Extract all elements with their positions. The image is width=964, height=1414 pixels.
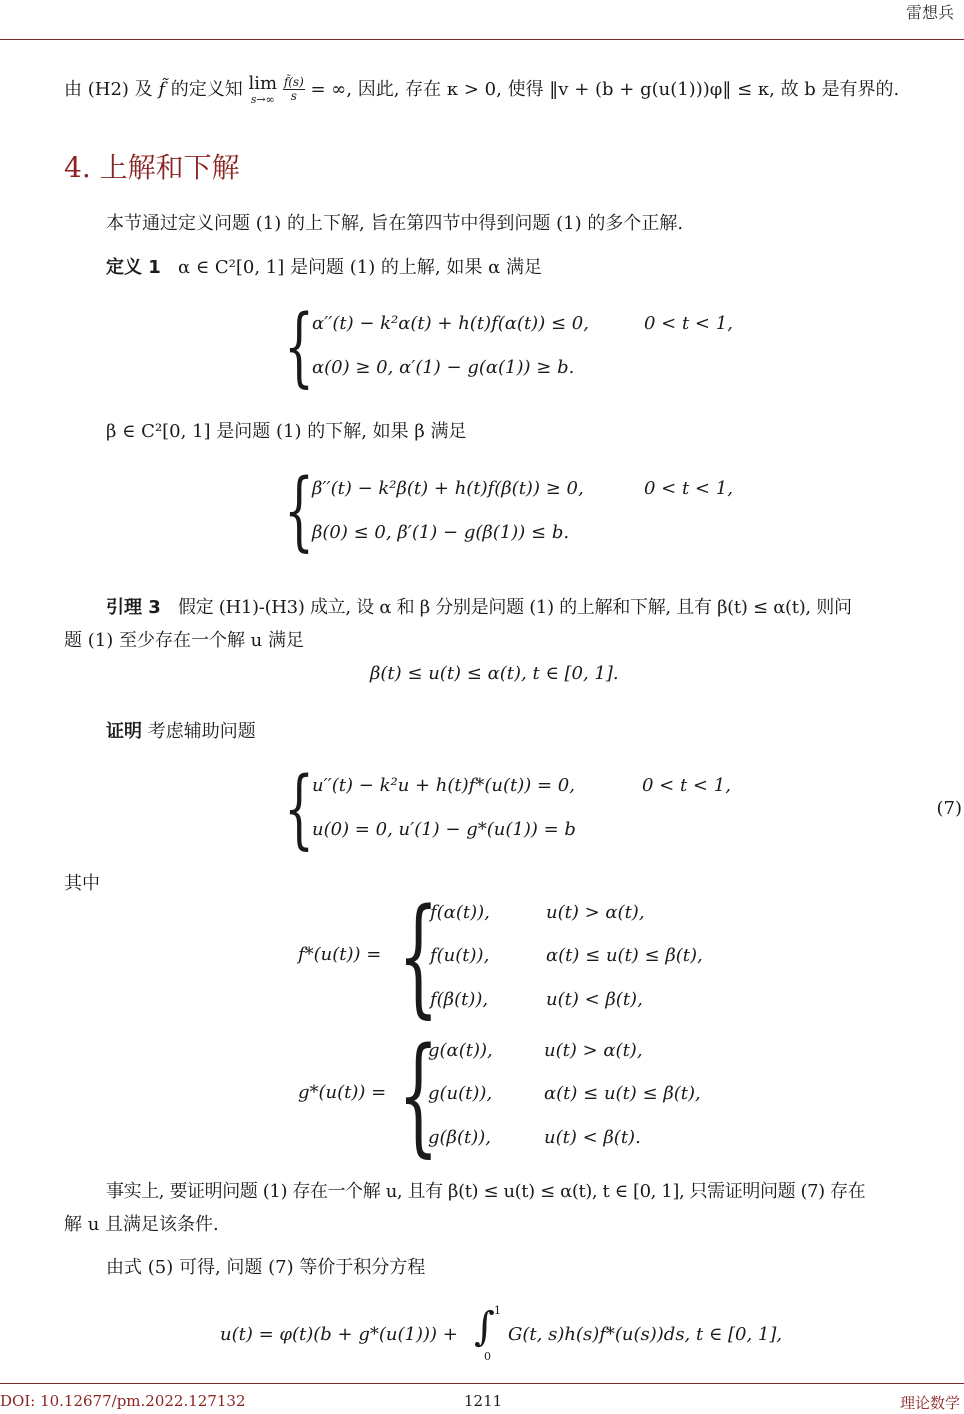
- lemma-inequality: β(t) ≤ u(t) ≤ α(t), t ∈ [0, 1].: [370, 663, 619, 684]
- integral-upper-limit: 1: [494, 1304, 501, 1317]
- integral-lower-limit: 0: [484, 1350, 491, 1363]
- lower-eq-1-cond: 0 < t < 1,: [644, 478, 733, 499]
- brace-upper: {: [284, 297, 315, 397]
- fstar-lhs: f*(u(t)) =: [298, 944, 382, 965]
- frac-num: f̃(s): [283, 75, 304, 90]
- proof: [106, 722, 256, 742]
- lower-eq-2: β(0) ≤ 0, β′(1) − g(β(1)) ≤ b.: [312, 522, 570, 543]
- brace-aux: {: [284, 759, 315, 859]
- header-rule: [0, 39, 964, 40]
- equation-number-7: (7): [936, 798, 962, 819]
- aux-eq-1: u′′(t) − k²u + h(t)f*(u(t)) = 0,: [312, 775, 575, 796]
- fact-line-2: 解 u 且满足该条件.: [64, 1214, 219, 1235]
- gstar-row-3-val: g(β(t)),: [428, 1127, 491, 1148]
- lemma-label: 引理 3: [106, 597, 161, 618]
- intro-line: [64, 74, 899, 106]
- footer-page-number: 1211: [464, 1392, 503, 1410]
- definition-text: α ∈ C²[0, 1] 是问题 (1) 的上解, 如果 α 满足: [177, 257, 542, 278]
- brace-fstar: {: [398, 882, 439, 1031]
- gstar-row-1-cond: u(t) > α(t),: [544, 1040, 643, 1061]
- upper-eq-2: α(0) ≥ 0, α′(1) − g(α(1)) ≥ b.: [312, 357, 575, 378]
- gstar-row-3-cond: u(t) < β(t).: [544, 1127, 641, 1148]
- fstar-row-3-cond: u(t) < β(t),: [546, 989, 643, 1010]
- aux-eq-2: u(0) = 0, u′(1) − g*(u(1)) = b: [312, 819, 576, 840]
- lemma-line-1: 假定 (H1)-(H3) 成立, 设 α 和 β 分别是问题 (1) 的上解和下解, 且有 β(t) ≤ α(t), 则问: [177, 597, 852, 618]
- intro-rest: = ∞, 因此, 存在 κ > 0, 使得 ‖v + (b + g(u(1)))φ‖ ≤ κ, 故 b 是有界的.: [304, 78, 900, 100]
- integral-intro: 由式 (5) 可得, 问题 (7) 等价于积分方程: [106, 1257, 426, 1278]
- fstar-row-3-val: f(β(t)),: [430, 989, 489, 1010]
- f-tilde: f̃: [158, 78, 166, 100]
- fstar-row-1-cond: u(t) > α(t),: [546, 902, 645, 923]
- lower-def: β ∈ C²[0, 1] 是问题 (1) 的下解, 如果 β 满足: [106, 421, 467, 442]
- footer-journal: 理论数学: [899, 1394, 960, 1412]
- proof-text: 考虑辅助问题: [147, 721, 256, 742]
- section-title: 4. 上解和下解: [64, 151, 240, 184]
- lemma-line-2: 题 (1) 至少存在一个解 u 满足: [64, 630, 304, 651]
- definition-label: 定义 1: [106, 257, 161, 278]
- definition-1: [106, 258, 542, 278]
- integral-lhs: u(t) = φ(t)(b + g*(u(1))) +: [220, 1324, 458, 1345]
- upper-eq-1: α′′(t) − k²α(t) + h(t)f(α(t)) ≤ 0,: [312, 313, 589, 334]
- where-text: 其中: [64, 873, 100, 894]
- integral-sign: ∫: [474, 1304, 495, 1350]
- fstar-row-2-cond: α(t) ≤ u(t) ≤ β(t),: [546, 945, 703, 966]
- lim-sub: s→∞: [250, 92, 275, 106]
- intro-prefix: 由 (H2) 及: [64, 78, 159, 100]
- integral-rhs: G(t, s)h(s)f*(u(s))ds, t ∈ [0, 1],: [508, 1324, 783, 1345]
- proof-label: 证明: [106, 721, 142, 742]
- header-author: 雷想兵: [905, 3, 954, 22]
- lemma-3: [106, 598, 852, 618]
- gstar-row-1-val: g(α(t)),: [428, 1040, 493, 1061]
- aux-eq-1-cond: 0 < t < 1,: [642, 775, 731, 796]
- fact-line-1: 事实上, 要证明问题 (1) 存在一个解 u, 且有 β(t) ≤ u(t) ≤ α(t), t ∈ [0, 1], 只需证明问题 (7) 存在: [106, 1181, 866, 1202]
- lower-eq-1: β′′(t) − k²β(t) + h(t)f(β(t)) ≥ 0,: [312, 478, 584, 499]
- fstar-row-2-val: f(u(t)),: [430, 945, 490, 966]
- footer-doi[interactable]: DOI: 10.12677/pm.2022.127132: [0, 1392, 246, 1410]
- lim-word: lim: [248, 73, 278, 94]
- frac-den: s: [290, 89, 297, 104]
- intro-mid: 的定义知: [165, 78, 249, 100]
- paragraph-1: 本节通过定义问题 (1) 的上下解, 旨在第四节中得到问题 (1) 的多个正解.: [106, 213, 684, 234]
- footer-rule: [0, 1383, 964, 1384]
- fstar-row-1-val: f(α(t)),: [430, 902, 490, 923]
- gstar-row-2-val: g(u(t)),: [428, 1083, 493, 1104]
- upper-eq-1-cond: 0 < t < 1,: [644, 313, 733, 334]
- gstar-row-2-cond: α(t) ≤ u(t) ≤ β(t),: [544, 1083, 701, 1104]
- fraction: [283, 76, 305, 103]
- gstar-lhs: g*(u(t)) =: [298, 1082, 387, 1103]
- limit: [248, 74, 277, 106]
- brace-gstar: {: [398, 1021, 439, 1170]
- brace-lower: {: [284, 461, 315, 561]
